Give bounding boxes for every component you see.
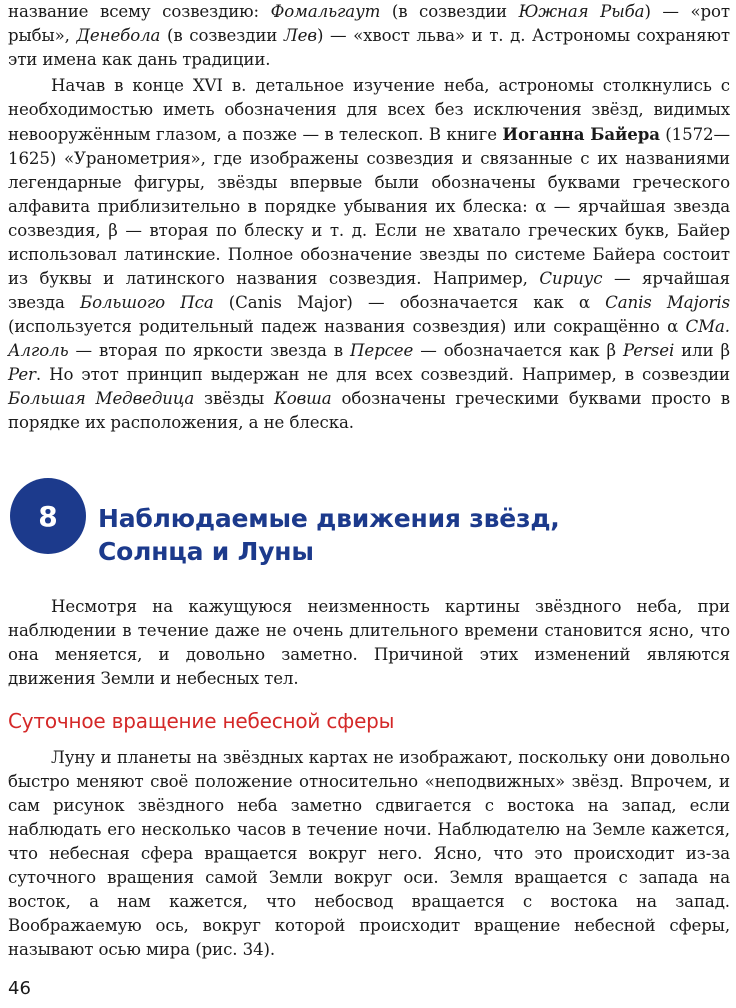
section-title [98, 502, 560, 568]
page-number: 46 [8, 978, 31, 999]
term-perseus: Персее [350, 341, 414, 360]
term-cma: CMa. [685, 317, 730, 336]
section-number-badge: 8 [10, 478, 86, 554]
term-persei: Persei [622, 341, 675, 360]
section-title-line-2: Солнца и Луны [98, 537, 314, 566]
term-algol: Алголь [8, 341, 69, 360]
term-per: Per [8, 365, 36, 384]
term-canis-major: Большого Пса [79, 293, 214, 312]
term-denebola: Денебола [76, 26, 161, 45]
term-ursa-major: Большая Медведица [8, 389, 195, 408]
term-canis-majoris: Canis Majoris [605, 293, 730, 312]
term-fomalhaut: Фомальгаут [270, 2, 381, 21]
term-piscis-austrinus: Южная Рыба [518, 2, 645, 21]
section-title-line-1: Наблюдаемые движения звёзд, [98, 504, 560, 533]
term-leo: Лев [283, 26, 317, 45]
subheading-diurnal-rotation: Суточное вращение небесной сферы [8, 709, 395, 733]
paragraph-diurnal-rotation: Луну и планеты на звёздных картах не изображают, поскольку они довольно быстро меняют своё положение относительно «неподвижных» звёзд. Впрочем, и сам рисунок звёздного неба заметно сдвигается с востока на запад, если наблюдать его несколько часов в течение ночи. Наблюдателю на Земле кажется, что небесная сфера вращается вокруг него. Ясно, что это происходит из-за суточного вращения самой Земли вокруг оси. Земля вращается с запада на восток, а нам кажется, что небосвод вращается с востока на запад. Воображаемую ось, вокруг которой происходит вращение небесной сферы, называют осью мира (рис. 34). [8, 748, 730, 959]
term-sirius: Сириус [539, 269, 603, 288]
paragraph-intro-motion: Несмотря на кажущуюся неизменность картины звёздного неба, при наблюдении в течение даже не очень длительного времени становится ясно, что она меняется, и довольно заметно. Причиной этих изменений являются движения Земли и небесных тел. [8, 597, 730, 688]
term-big-dipper: Ковша [273, 389, 332, 408]
term-bayer: Иоганна Байера [502, 124, 660, 144]
paragraph-bayer-designation: Начав в конце XVI в. детальное изучение неба, астрономы столкнулись с необходимостью иметь обозначения для всех без исключения звёзд, видимых невооружённым глазом, а позже — в телескоп. В книге Иоганна Байера (1572—1625) «Уранометрия», где изображены созвездия и связанные с их названиями легендарные фигуры, звёзды впервые были обозначены буквами греческого алфавита приблизительно в порядке убывания их блеска: α — ярчайшая звезда созвездия, β — вторая по блеску и т. д. Если не хватало греческих букв, Байер использовал латинские. Полное обозначение звезды по системе Байера состоит из буквы и латинского названия созвездия. Например, Сириус — ярчайшая звезда Большого Пса (Canis Major) — обозначается как α Canis Majoris (используется родительный падеж названия созвездия) или сокращённо α CMa. Алголь — вторая по яркости звезда в Персее — обозначается как β Persei или β Per. Но этот принцип выдержан не для всех созвездий. Например, в созвездии Большая Медведица звёзды Ковша обозначены греческими буквами просто в порядке их расположения, а не блеска. [8, 76, 730, 432]
paragraph-star-names: название всему созвездию: Фомальгаут (в созвездии Южная Рыба) — «рот рыбы», Денебола (в созвездии Лев) — «хвост льва» и т. д. Астрономы сохраняют эти имена как дань традиции. [8, 2, 731, 69]
